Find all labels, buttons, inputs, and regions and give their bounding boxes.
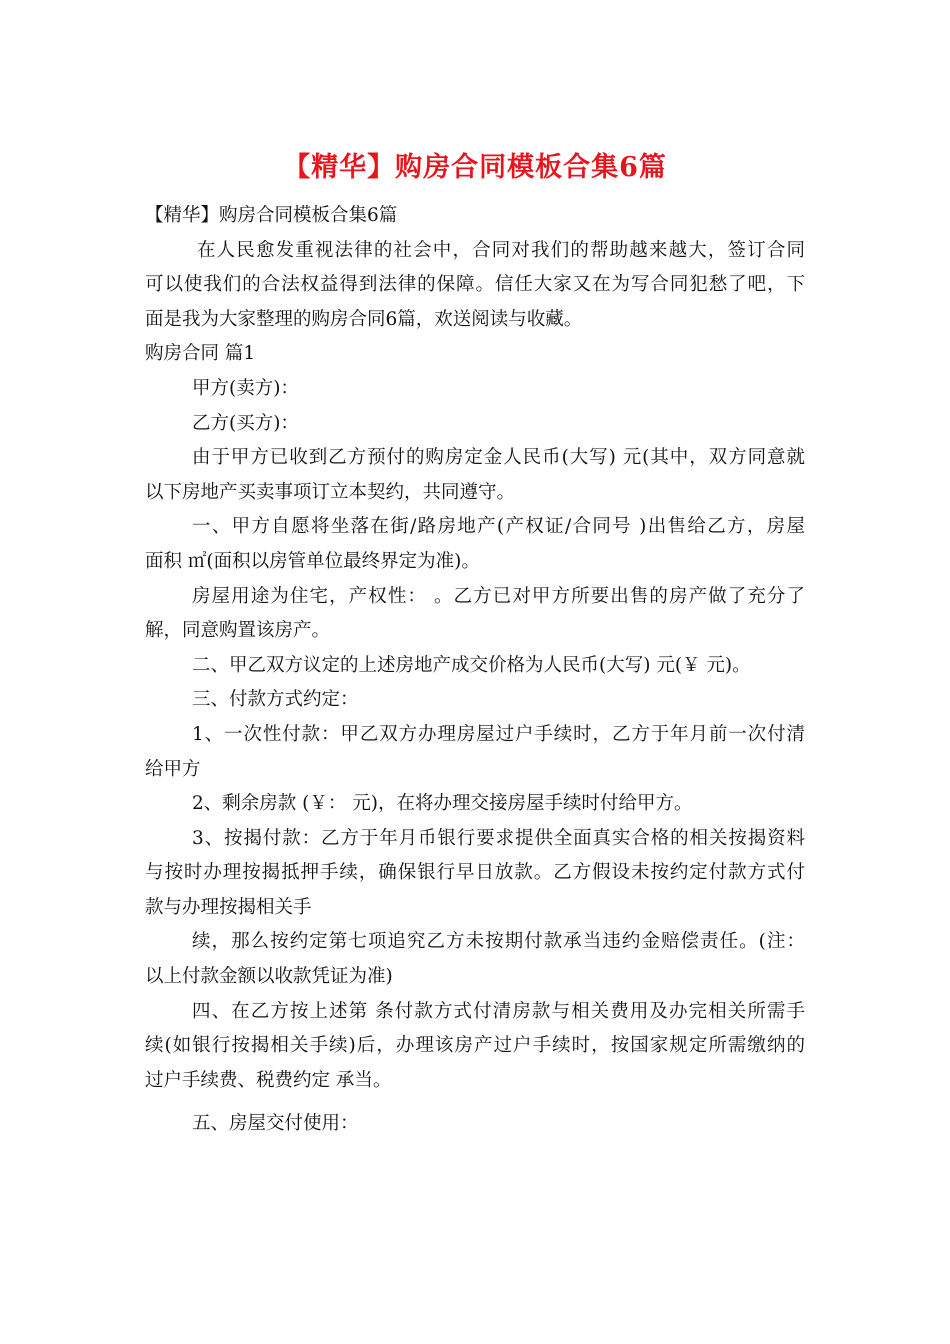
party-a-label: 甲方(卖方)： (192, 377, 299, 399)
clause-1-usage (145, 580, 805, 649)
paragraph-line: 过户手续费、税费约定 承当。 (145, 1069, 392, 1091)
clause-2: 二、甲乙双方议定的上述房地产成交价格为人民币(大写) 元(￥ 元)。 (192, 654, 751, 676)
paragraph-line: 四、在乙方按上述第 条付款方式付清房款与相关费用及办完相关所需手 (192, 1000, 805, 1022)
payment-option-1 (145, 718, 805, 787)
document-body (145, 199, 805, 1142)
paragraph-line: 以下房地产买卖事项订立本契约，共同遵守。 (145, 481, 516, 503)
paragraph-line: 续(如银行按揭相关手续)后，办理该房产过户手续时，按国家规定所需缴纳的 (145, 1035, 805, 1057)
paragraph-line: 款与办理按揭相关手 (145, 896, 312, 918)
document-subtitle: 【精华】购房合同模板合集6篇 (145, 205, 398, 226)
paragraph-line: 一、甲方自愿将坐落在街/路房地产(产权证/合同号 )出售给乙方，房屋 (192, 516, 805, 538)
paragraph-line: 给甲方 (145, 758, 201, 780)
payment-option-3 (145, 822, 805, 926)
deposit-paragraph (145, 441, 805, 510)
paragraph-line: 续，那么按约定第七项追究乙方未按期付款承当违约金赔偿责任。(注： (192, 931, 805, 953)
paragraph-line: 1、一次性付款：甲乙双方办理房屋过户手续时，乙方于年月前一次付清 (192, 723, 805, 745)
payment-option-3-continued (145, 925, 805, 994)
payment-option-2: 2、剩余房款 (￥： 元)，在将办理交接房屋手续时付给甲方。 (192, 793, 693, 815)
section-heading: 购房合同 篇1 (145, 343, 256, 365)
paragraph-line: 以上付款金额以收款凭证为准) (145, 966, 393, 988)
party-b-label: 乙方(买方)： (192, 412, 299, 434)
paragraph-line: 与按时办理按揭抵押手续，确保银行早日放款。乙方假设未按约定付款方式付 (145, 862, 805, 884)
clause-5-heading: 五、房屋交付使用： (192, 1113, 359, 1135)
intro-line: 在人民愈发重视法律的社会中，合同对我们的帮助越来越大，签订合同 (197, 239, 805, 261)
intro-paragraph (145, 234, 805, 338)
clause-3-heading: 三、付款方式约定： (192, 689, 359, 711)
intro-line: 面是我为大家整理的购房合同6篇，欢送阅读与收藏。 (145, 308, 583, 330)
paragraph-line: 解，同意购置该房产。 (145, 620, 331, 642)
paragraph-line: 3、按揭付款：乙方于年月币银行要求提供全面真实合格的相关按揭资料 (192, 827, 805, 849)
paragraph-line: 房屋用途为住宅，产权性： 。乙方已对甲方所要出售的房产做了充分了 (192, 585, 805, 607)
paragraph-line: 由于甲方已收到乙方预付的购房定金人民币(大写) 元(其中，双方同意就 (192, 447, 805, 469)
clause-4 (145, 995, 805, 1099)
paragraph-line: 面积 ㎡(面积以房管单位最终界定为准)。 (145, 550, 480, 572)
document-title: 【精华】购房合同模板合集6篇 (283, 152, 667, 183)
clause-1 (145, 510, 805, 579)
intro-line: 可以使我们的合法权益得到法律的保障。信任大家又在为写合同犯愁了吧，下 (145, 274, 805, 296)
